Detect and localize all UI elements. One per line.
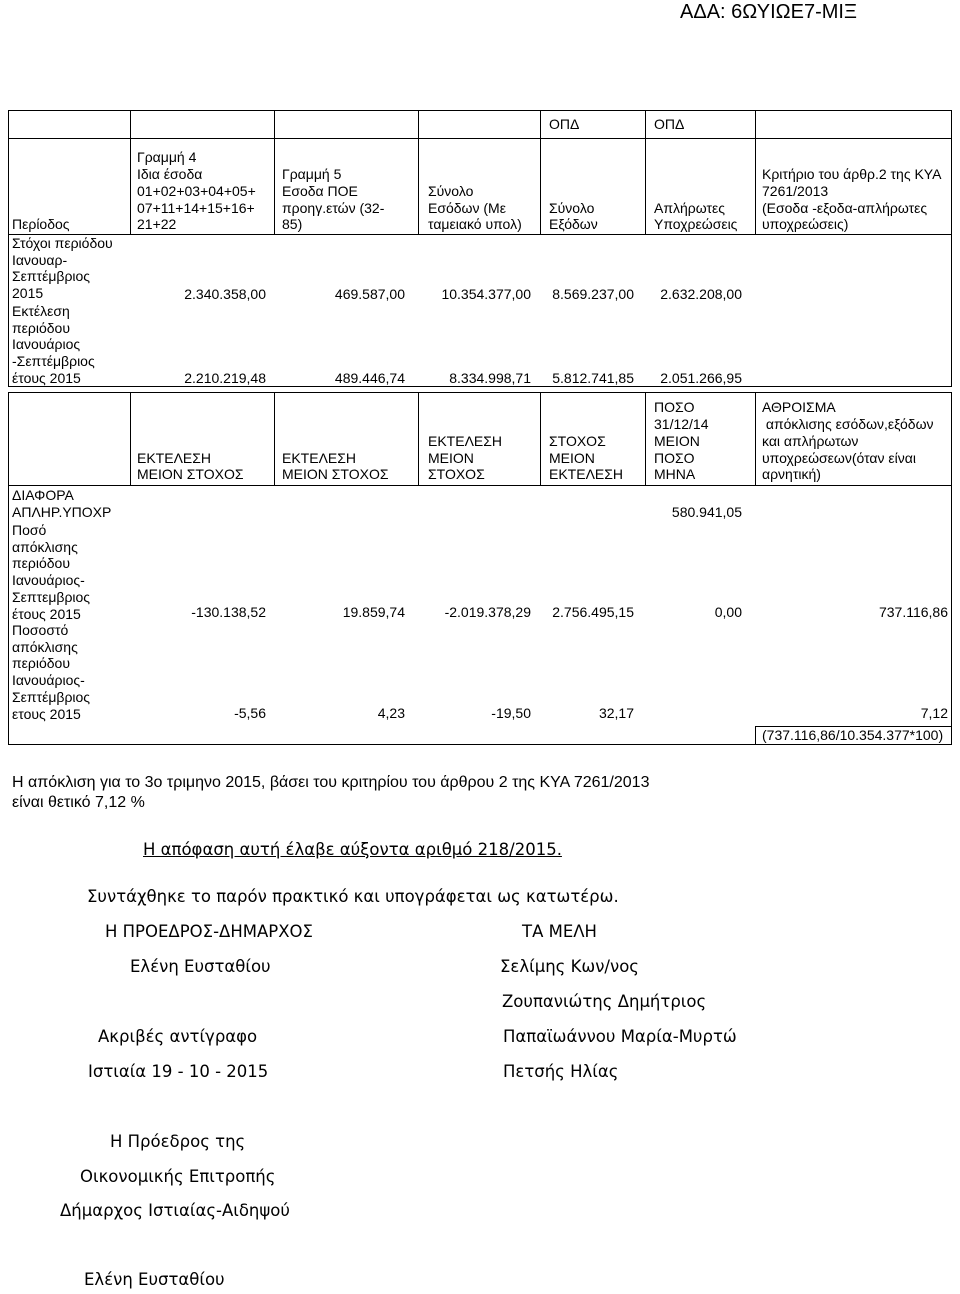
member-name: Σελίμης Κων/νος — [500, 957, 639, 976]
column-header-text: Περίοδος — [12, 216, 70, 233]
column-header-diff-expenses — [549, 392, 623, 483]
deviation-statement: Η απόκλιση για το 3ο τριμηνο 2015, βάσει του κριτηρίου του άρθρου 2 της ΚΥΑ 7261/2013 — [12, 774, 650, 791]
column-header-text: ΣΤΟΧΟΣ ΜΕΙΟΝ ΕΚΤΕΛΕΣΗ — [549, 432, 624, 483]
table-cell: -2.019.378,29 — [444, 604, 531, 620]
column-header-text: Γραμμή 4 Ιδια έσοδα 01+02+03+04+05+ 07+11+14+15+16+ 21+22 — [137, 149, 256, 233]
table-cell: -5,56 — [234, 705, 266, 721]
table-cell: 580.941,05 — [671, 504, 742, 520]
decision-number: Η απόφαση αυτή έλαβε αύξοντα αριθμό 218/2015. — [143, 840, 562, 859]
table-cell: 2.210.219,48 — [184, 370, 266, 386]
member-name: Πετσής Ηλίας — [503, 1062, 619, 1081]
place-date: Ιστιαία 19 - 10 - 2015 — [88, 1062, 269, 1081]
table-cell: 2.340.358,00 — [184, 286, 266, 302]
column-header-diff-unpaid — [654, 392, 709, 483]
column-header-text: Κριτήριο του άρθρ.2 της ΚΥΑ 7261/2013 (Εσοδα -εξοδα-απλήρωτες υποχρεώσεις) — [762, 166, 942, 233]
column-rule — [418, 110, 419, 234]
column-header-diff-own — [137, 392, 244, 483]
column-rule — [274, 110, 275, 234]
table-cell: 10.354.377,00 — [441, 286, 531, 302]
committee-title: Δήμαρχος Ιστιαίας-Αιδηψού — [60, 1201, 290, 1220]
column-header-text: ΕΚΤΕΛΕΣΗ ΜΕΙΟΝ ΣΤΟΧΟΣ — [137, 449, 244, 483]
column-header-text: ΕΚΤΕΛΕΣΗ ΜΕΙΟΝ ΣΤΟΧΟΣ — [282, 449, 389, 483]
table-cell: 737.116,86 — [878, 604, 948, 620]
column-rule — [645, 392, 646, 485]
column-header-unpaid — [654, 138, 737, 233]
committee-president-name: Ελένη Ευσταθίου — [84, 1270, 225, 1289]
column-header-period — [12, 138, 70, 233]
column-rule — [130, 110, 131, 234]
row-label-amount: Ποσό απόκλισης περιόδου Ιανουάριος- Σεπτεμβριος έτους 2015 — [12, 522, 91, 622]
formula-cell: (737.116,86/10.354.377*100) — [762, 727, 944, 743]
row-label-percent: Ποσοστό απόκλισης περιόδου Ιανουάριος- Σεπτέμβριος ετους 2015 — [12, 622, 91, 722]
table-cell: 0,00 — [714, 604, 742, 620]
column-rule — [755, 726, 756, 745]
president-name: Ελένη Ευσταθίου — [130, 957, 271, 976]
group-label: ΟΠΔ — [549, 116, 580, 132]
table-cell: 8.569.237,00 — [552, 286, 634, 302]
column-rule — [274, 392, 275, 485]
column-header-text: Απλήρωτες Υποχρεώσεις — [654, 199, 738, 233]
column-header-text: ΕΚΤΕΛΕΣΗ ΜΕΙΟΝ ΣΤΟΧΟΣ — [428, 432, 503, 483]
column-header-total-expenses — [549, 138, 598, 233]
president-title: Η ΠΡΟΕΔΡΟΣ-ΔΗΜΑΡΧΟΣ — [105, 922, 313, 941]
members-title: ΤΑ ΜΕΛΗ — [522, 922, 597, 941]
table-cell: 4,23 — [377, 705, 405, 721]
row-label-targets: Στόχοι περιόδου Ιανουαρ- Σεπτέμβριος 2015 — [12, 235, 113, 302]
column-header-text: ΠΟΣΟ 31/12/14 ΜΕΙΟΝ ΠΟΣΟ ΜΗΝΑ — [654, 399, 709, 483]
table-cell: 5.812.741,85 — [552, 370, 634, 386]
table-rule — [8, 234, 952, 235]
column-header-diff-revenue — [428, 392, 502, 483]
column-header-sum — [762, 392, 934, 483]
certified-copy: Ακριβές αντίγραφο — [98, 1027, 258, 1046]
table-cell: 2.051.266,95 — [660, 370, 742, 386]
column-header-total-revenue — [428, 138, 522, 233]
table-rule — [8, 485, 952, 486]
row-label-execution: Εκτέλεση περιόδου Ιανουάριος -Σεπτέμβριος έτους 2015 — [12, 303, 95, 386]
deviation-statement-cont: είναι θετικό 7,12 % — [12, 794, 145, 811]
column-rule — [418, 392, 419, 485]
table-cell: 8.334.998,71 — [449, 370, 531, 386]
member-name: Ζουπανιώτης Δημήτριος — [502, 992, 707, 1011]
column-header-own-revenue — [137, 138, 256, 233]
committee-title: Οικονομικής Επιτροπής — [80, 1167, 276, 1186]
table-cell: 19.859,74 — [342, 604, 405, 620]
column-rule — [130, 392, 131, 485]
column-rule — [755, 392, 756, 485]
column-rule — [755, 110, 756, 234]
table-cell: 32,17 — [598, 705, 634, 721]
column-rule — [540, 110, 541, 234]
table-cell: 489.446,74 — [334, 370, 405, 386]
column-header-prior-revenue — [282, 138, 384, 233]
column-header-text: Γραμμή 5 Εσοδα ΠΟΕ προηγ.ετών (32- 85) — [282, 166, 385, 233]
table-cell: 2.756.495,15 — [552, 604, 634, 620]
ada-code: ΑΔΑ: 6ΩΥΙΩΕ7-ΜΙΞ — [680, 1, 857, 23]
column-rule — [540, 392, 541, 485]
table-cell: 2.632.208,00 — [660, 286, 742, 302]
column-header-text: ΑΘΡΟΙΣΜΑ απόκλισης εσόδων,εξόδων και απλήρωτων υποχρεώσεων(όταν είναι αρνητική) — [762, 399, 934, 483]
member-name: Παπαϊωάννου Μαρία-Μυρτώ — [503, 1027, 737, 1046]
drafted-statement: Συντάχθηκε το παρόν πρακτικό και υπογράφεται ως κατωτέρω. — [87, 887, 619, 906]
column-header-criterion — [762, 138, 941, 233]
table-cell: 7,12 — [920, 705, 948, 721]
row-label-difference: ΔΙΑΦΟΡΑ ΑΠΛΗΡ.ΥΠΟΧΡ — [12, 487, 112, 520]
column-header-text: Σύνολο Εξόδων — [549, 199, 598, 233]
table-cell: 469.587,00 — [334, 286, 405, 302]
column-rule — [645, 110, 646, 234]
group-label: ΟΠΔ — [654, 116, 685, 132]
table-cell: -19,50 — [491, 705, 531, 721]
column-header-diff-prior — [282, 392, 389, 483]
table-cell: -130.138,52 — [191, 604, 266, 620]
column-header-text: Σύνολο Εσόδων (Με ταμειακό υπολ) — [428, 182, 522, 233]
committee-title: Η Πρόεδρος της — [110, 1132, 246, 1151]
